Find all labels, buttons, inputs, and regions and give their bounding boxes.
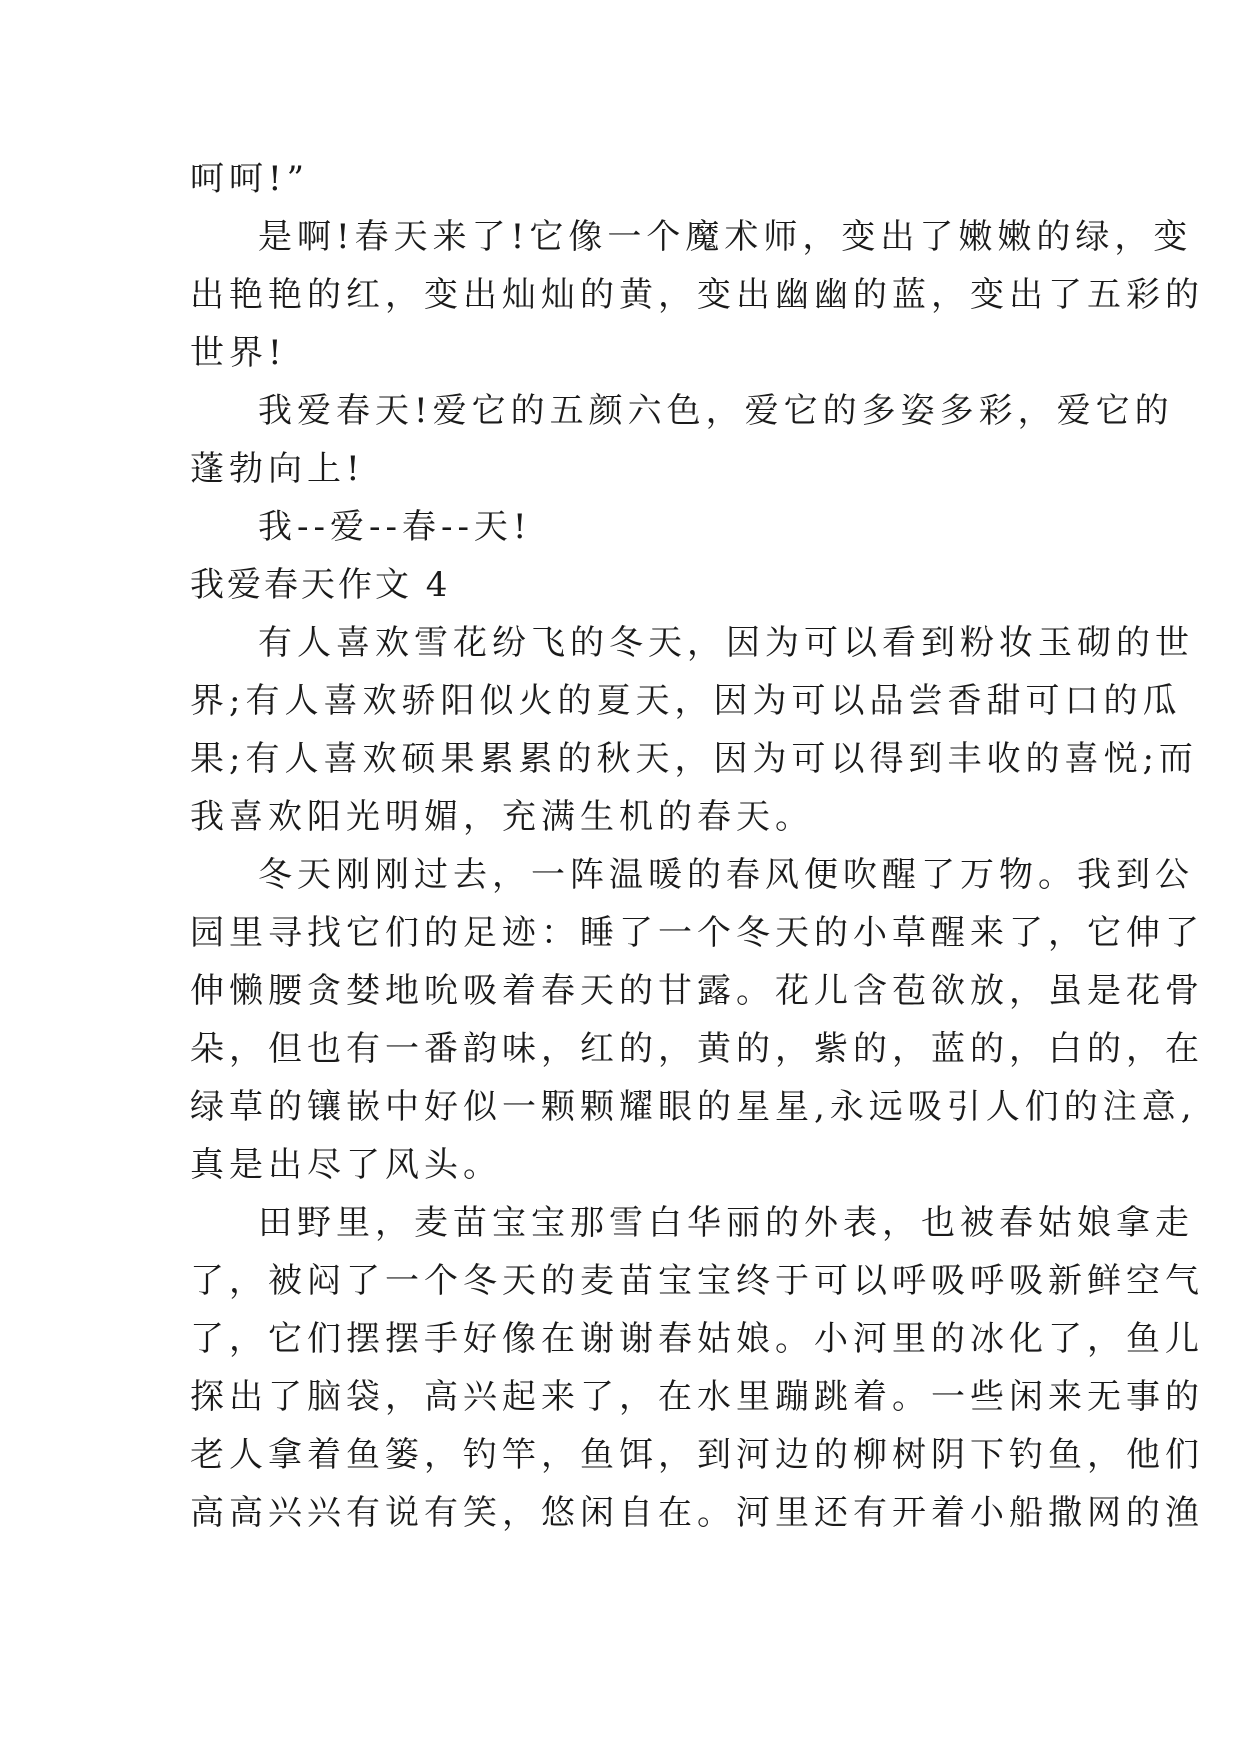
paragraph-start-line: 我--爱--春--天! [258, 507, 532, 547]
text-line: 探出了脑袋，高兴起来了，在水里蹦跳着。一些闲来无事的 [190, 1377, 1204, 1417]
text-line: 老人拿着鱼篓，钓竿，鱼饵，到河边的柳树阴下钓鱼，他们 [190, 1435, 1204, 1475]
paragraph-start-line: 田野里，麦苗宝宝那雪白华丽的外表，也被春姑娘拿走 [258, 1203, 1194, 1243]
text-line: 伸懒腰贪婪地吮吸着春天的甘露。花儿含苞欲放，虽是花骨 [190, 971, 1204, 1011]
text-line: 了，被闷了一个冬天的麦苗宝宝终于可以呼吸呼吸新鲜空气 [190, 1261, 1204, 1301]
text-line: 果;有人喜欢硕果累累的秋天，因为可以得到丰收的喜悦;而 [190, 739, 1198, 779]
paragraph-start-line: 冬天刚刚过去，一阵温暖的春风便吹醒了万物。我到公 [258, 855, 1194, 895]
text-line: 园里寻找它们的足迹：睡了一个冬天的小草醒来了，它伸了 [190, 913, 1204, 953]
text-line: 朵，但也有一番韵味，红的，黄的，紫的，蓝的，白的，在 [190, 1029, 1204, 1069]
text-line: 世界! [190, 333, 287, 373]
text-line: 蓬勃向上! [190, 449, 365, 489]
text-line: 出艳艳的红，变出灿灿的黄，变出幽幽的蓝，变出了五彩的 [190, 275, 1204, 315]
text-line: 了，它们摆摆手好像在谢谢春姑娘。小河里的冰化了，鱼儿 [190, 1319, 1204, 1359]
text-line: 界;有人喜欢骄阳似火的夏天，因为可以品尝香甜可口的瓜 [190, 681, 1182, 721]
text-line: 真是出尽了风头。 [190, 1145, 502, 1185]
text-line: 绿草的镶嵌中好似一颗颗耀眼的星星,永远吸引人们的注意, [190, 1087, 1197, 1127]
paragraph-start-line: 是啊!春天来了!它像一个魔术师，变出了嫩嫩的绿，变 [258, 217, 1193, 257]
document-body [190, 150, 1204, 1542]
text-line: 呵呵!” [190, 159, 310, 199]
text-line: 我喜欢阳光明媚，充满生机的春天。 [190, 797, 814, 837]
paragraph-start-line: 我爱春天!爱它的五颜六色，爱它的多姿多彩，爱它的 [258, 391, 1174, 431]
section-heading: 我爱春天作文 4 [190, 565, 451, 605]
paragraph-start-line: 有人喜欢雪花纷飞的冬天，因为可以看到粉妆玉砌的世 [258, 623, 1194, 663]
text-line: 高高兴兴有说有笑，悠闲自在。河里还有开着小船撒网的渔 [190, 1493, 1204, 1533]
